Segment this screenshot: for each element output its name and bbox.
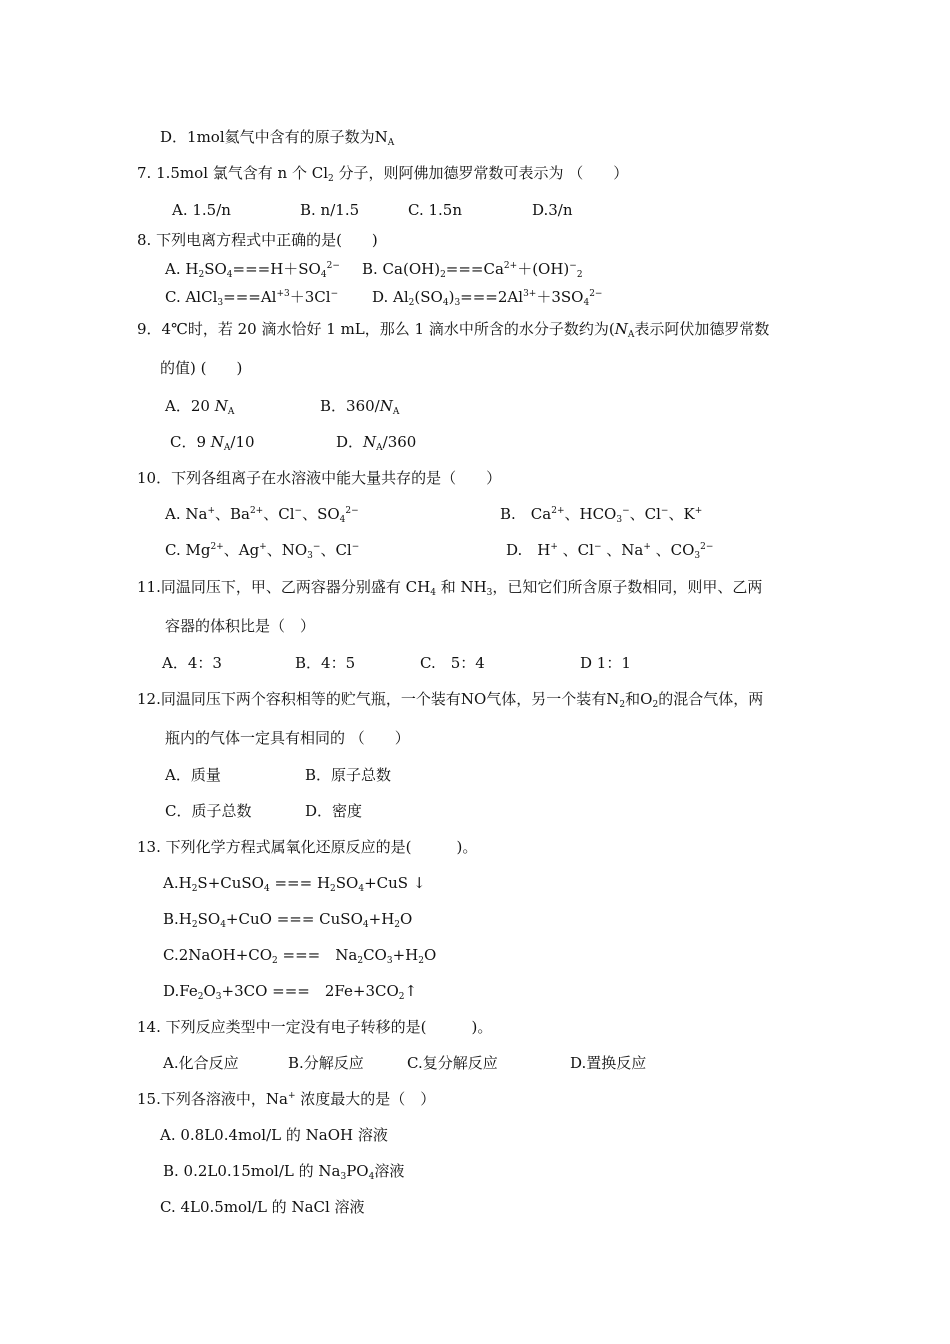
q7-option-a: A. 1.5/n — [172, 201, 231, 219]
q6-option-d: D．1mol氦气中含有的原子数为$N_A$ — [160, 128, 395, 148]
q7-stem: 7. 1.5mol 氯气含有 n 个 $Cl_2$ 分子，则阿佛加德罗常数可表示为 （ ） — [137, 164, 629, 184]
q9-stem-line1: 9．4℃时，若 20 滴水恰好 1 mL，那么 1 滴水中所含的水分子数约为($N_A$表示阿伏加德罗常数 — [137, 320, 770, 340]
q14-option-a: A.化合反应 — [163, 1054, 239, 1072]
q11-option-d: D 1：1 — [580, 654, 631, 672]
q12-stem-line1: 12.同温同压下两个容积相等的贮气瓶，一个装有NO气体，另一个装有$N_2$和$O_2$的混合气体，两 — [137, 690, 764, 710]
q9-stem-line2: 的值) ( ) — [160, 359, 243, 377]
q11-option-a: A．4：3 — [162, 654, 222, 672]
q11-stem-line2: 容器的体积比是（ ） — [165, 617, 316, 635]
q9-option-d: D．$N_A/360$ — [336, 433, 417, 453]
q9-option-a: A．20 $N_A$ — [165, 397, 235, 417]
q10-option-b: B. $Ca^{2+}$、$HCO_3^-$、Cl−、K+ — [500, 505, 703, 525]
q10-option-d: D. H+ 、Cl− 、Na+ 、$CO_3^{2-}$ — [506, 541, 714, 561]
q12-option-d: D．密度 — [305, 802, 363, 820]
q7-option-d: D.3/n — [532, 201, 573, 219]
q14-option-d: D.置换反应 — [570, 1054, 647, 1072]
q11-option-b: B．4：5 — [295, 654, 356, 672]
q10-option-c: C. $Mg^{2+}$、Ag+、$NO_3^-$、Cl− — [165, 541, 360, 561]
q8-option-b: B. $Ca(OH)_2===Ca^{2+}+(OH)^-_2$ — [362, 260, 583, 280]
q15-option-b: B. 0.2L0.15mol/L 的 $Na_3PO_4$溶液 — [163, 1162, 405, 1182]
q13-option-c: $C.2NaOH+CO_2$ === $Na_2CO_3+H_2O$ — [163, 946, 437, 966]
q11-stem-line1: 11.同温同压下，甲、乙两容器分别盛有 $CH_4$ 和 $NH_3$，已知它们所含原子数相同，则甲、乙两 — [137, 578, 763, 598]
q10-stem: 10．下列各组离子在水溶液中能大量共存的是（ ） — [137, 469, 502, 487]
q7-option-b: B. n/1.5 — [300, 201, 360, 219]
q12-stem-line2: 瓶内的气体一定具有相同的 （ ） — [165, 729, 410, 747]
q8-option-d: D. $Al_2(SO_4)_3===2Al^{3+}+3SO_4^{2-}$ — [372, 288, 603, 308]
q8-stem: 8. 下列电离方程式中正确的是( ) — [137, 231, 378, 249]
q13-stem: 13. 下列化学方程式属氧化还原反应的是( )。 — [137, 838, 478, 856]
q15-stem: 15.下列各溶液中，Na+ 浓度最大的是（ ） — [137, 1090, 436, 1108]
q14-option-b: B.分解反应 — [288, 1054, 364, 1072]
q13-option-d: $D.Fe_2O_3+3CO$ === $2Fe+3CO_2↑$ — [163, 982, 418, 1002]
q11-option-c: C. 5：4 — [420, 654, 485, 672]
q12-option-a: A．质量 — [165, 766, 221, 784]
q8-option-a: A. $H_2SO_4===H+SO_4^{2-}$ — [165, 260, 340, 280]
q12-option-b: B．原子总数 — [305, 766, 392, 784]
q15-option-a: A. 0.8L0.4mol/L 的 NaOH 溶液 — [160, 1126, 388, 1144]
q7-option-c: C. 1.5n — [408, 201, 462, 219]
q14-stem: 14. 下列反应类型中一定没有电子转移的是( )。 — [137, 1018, 493, 1036]
q13-option-a: $A.H_2S+CuSO_4$ === $H_2SO_4+CuS$ ↓ — [163, 874, 426, 894]
q15-option-c: C. 4L0.5mol/L 的 NaCl 溶液 — [160, 1198, 365, 1216]
q14-option-c: C.复分解反应 — [407, 1054, 498, 1072]
q13-option-b: $B.H_2SO_4+CuO$ === $CuSO_4+H_2O$ — [163, 910, 413, 930]
q9-option-b: B．$360/N_A$ — [320, 397, 400, 417]
q12-option-c: C．质子总数 — [165, 802, 252, 820]
q9-option-c: C．9 $N_A/10$ — [170, 433, 255, 453]
q8-option-c: C. $AlCl_3===Al^{+3}+3Cl^-$ — [165, 288, 339, 308]
q10-option-a: A. Na+、$Ba^{2+}$、Cl−、$SO_4^{2-}$ — [165, 505, 359, 525]
